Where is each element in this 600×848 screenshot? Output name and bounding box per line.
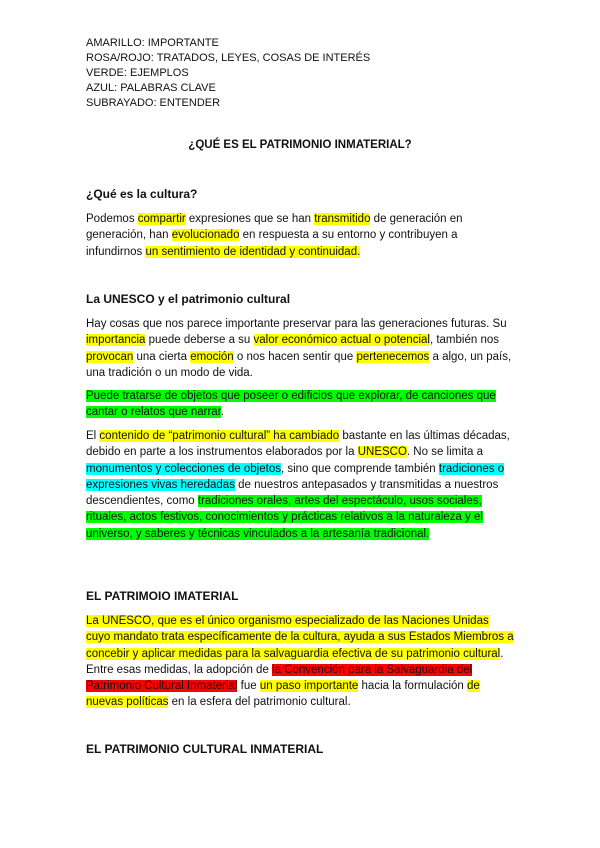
example-highlight: Puede tratarse de objetos que poseer o edificios que explorar, de canciones que cantar o relatos que narrar xyxy=(86,390,496,419)
paragraph-contenido: El contenido de “patrimonio cultural” ha cambiado bastante en las últimas décadas, debido en parte a los instrumentos elaborados por la UNESCO. No se limita a monumentos y colecciones de objetos, sino que comprende también tradiciones o expresiones vivas heredadas de nuestros antepasados y transmitidas a nuestros descendientes, como tradiciones orales, artes del espectáculo, usos sociales, rituales, actos festivos, conocimientos y prácticas relativos a la naturaleza y el universo, y saberes y técnicas vinculados a la artesanía tradicional. xyxy=(86,430,510,540)
highlight: transmitido xyxy=(314,213,371,225)
color-legend xyxy=(86,36,370,111)
highlight: UNESCO xyxy=(357,446,407,459)
highlight: La UNESCO, que es el único organismo especializado de las Naciones Unidas cuyo mandato trata específicamente de la cultura, ayuda a sus Estados Miembros a concebir y aplicar medidas para la salvaguardia efectiva de su patrimonio cultural xyxy=(86,615,514,660)
document-title: ¿QUÉ ES EL PATRIMONIO INMATERIAL? xyxy=(188,139,412,151)
paragraph-cultura: Podemos compartir expresiones que se han transmitido de generación en generación, han evolucionado en respuesta a su entorno y contribuyen a infundirnos un sentimiento de identidad y continuidad. xyxy=(86,213,463,258)
highlight: valor económico actual o potencial xyxy=(253,334,430,347)
highlight: un paso importante xyxy=(259,680,359,693)
heading-patrimonio-cultural-inmaterial: EL PATRIMONIO CULTURAL INMATERIAL xyxy=(86,742,324,756)
highlight: de nuevas políticas xyxy=(86,680,480,709)
highlight: importancia xyxy=(86,334,146,347)
highlight: pertenecemos xyxy=(356,350,430,363)
legend-red: ROSA/ROJO: TRATADOS, LEYES, COSAS DE INTERÉS xyxy=(86,52,371,64)
highlight: evolucionado xyxy=(171,229,240,242)
keyword-highlight: monumentos y colecciones de objetos xyxy=(86,462,281,475)
highlight: compartir xyxy=(137,213,186,225)
legend-blue: AZUL: PALABRAS CLAVE xyxy=(86,82,216,94)
legend-underline: SUBRAYADO: ENTENDER xyxy=(86,97,221,109)
heading-que-es-cultura: ¿Qué es la cultura? xyxy=(86,187,198,201)
treaty-highlight: la Convención para la Salvaguardia del Patrimonio Cultural Inmaterial xyxy=(86,663,473,693)
heading-unesco-patrimonio: La UNESCO y el patrimonio cultural xyxy=(86,292,291,306)
paragraph-objetos: Puede tratarse de objetos que poseer o edificios que explorar, de canciones que cantar o relatos que narrar. xyxy=(86,390,496,419)
highlight: provocan xyxy=(86,350,134,363)
example-highlight: tradiciones orales, artes del espectáculo, usos sociales, rituales, actos festivos, conocimientos y prácticas relativos a la naturaleza y el universo, y saberes y técnicas vinculados a la artesanía tradicional. xyxy=(86,495,483,540)
highlight: contenido de “patrimonio cultural” ha cambiado xyxy=(99,430,340,442)
paragraph-unesco-organismo: La UNESCO, que es el único organismo especializado de las Naciones Unidas cuyo mandato trata específicamente de la cultura, ayuda a sus Estados Miembros a concebir y aplicar medidas para la salvaguardia efectiva de su patrimonio cultural. Entre esas medidas, la adopción de la Convención para la Salvaguardia del Patrimonio Cultural Inmaterial fue un paso importante hacia la formulación de nuevas políticas en la esfera del patrimonio cultural. xyxy=(86,615,514,709)
highlight: un sentimiento de identidad y continuidad. xyxy=(145,245,361,258)
highlight: emoción xyxy=(190,350,234,363)
legend-yellow: AMARILLO: IMPORTANTE xyxy=(86,37,219,49)
heading-patrimoio-imaterial: EL PATRIMOIO IMATERIAL xyxy=(86,589,239,603)
paragraph-preservar: Hay cosas que nos parece importante preservar para las generaciones futuras. Su importancia puede deberse a su valor económico actual o potencial, también nos provocan una cierta emoción o nos hacen sentir que pertenecemos a algo, un país, una tradición o un modo de vida. xyxy=(86,318,512,379)
legend-green: VERDE: EJEMPLOS xyxy=(86,67,189,79)
keyword-highlight: tradiciones o expresiones vivas heredadas xyxy=(86,462,505,491)
